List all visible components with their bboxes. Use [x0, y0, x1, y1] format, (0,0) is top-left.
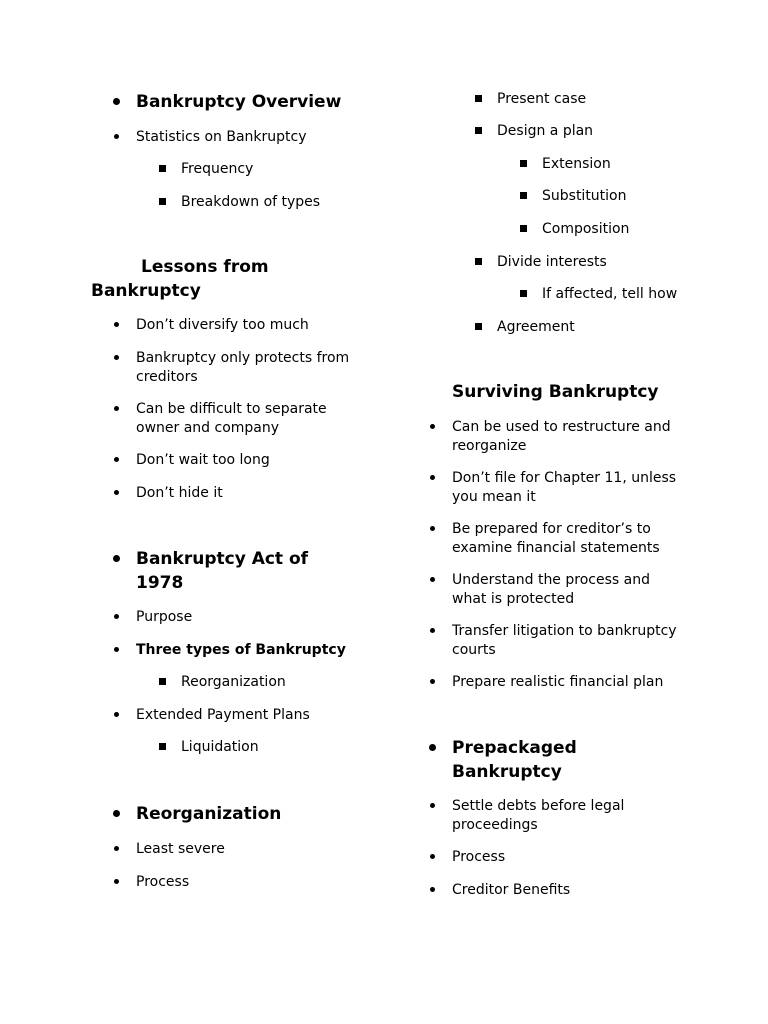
- bullet: [430, 679, 435, 684]
- list-item: Divide interests: [497, 254, 607, 270]
- list-item: Least severe: [136, 841, 225, 857]
- bullet: [114, 879, 119, 884]
- bullet: [430, 854, 435, 859]
- list-item: Can be difficult to separate owner and company: [136, 401, 327, 436]
- bullet: [430, 887, 435, 892]
- square-bullet: [520, 192, 527, 199]
- list-item: Settle debts before legal proceedings: [452, 798, 625, 833]
- list-item: Transfer litigation to bankruptcy courts: [452, 623, 677, 658]
- list-item: Purpose: [136, 609, 193, 625]
- list-item: Composition: [542, 221, 630, 237]
- list-item: Process: [452, 849, 506, 865]
- bullet: [114, 490, 119, 495]
- bullet: [114, 846, 119, 851]
- list-item: Design a plan: [497, 123, 594, 139]
- square-bullet: [475, 323, 482, 330]
- list-item: Substitution: [542, 188, 627, 204]
- list-item: Agreement: [497, 319, 575, 335]
- list-item: Reorganization: [181, 674, 286, 690]
- heading-reorganization: Reorganization: [136, 804, 282, 824]
- bullet: [114, 355, 119, 360]
- list-item: Don’t hide it: [136, 485, 223, 501]
- list-item: Be prepared for creditor’s to examine financial statements: [452, 521, 660, 556]
- heading-bullet: [113, 98, 120, 105]
- square-bullet: [159, 198, 166, 205]
- bullet: [430, 475, 435, 480]
- bullet: [114, 457, 119, 462]
- list-item: Don’t wait too long: [136, 452, 270, 468]
- square-bullet: [475, 95, 482, 102]
- bullet: [114, 322, 119, 327]
- list-item: Liquidation: [181, 739, 259, 755]
- bullet: [430, 803, 435, 808]
- square-bullet: [159, 678, 166, 685]
- bullet: [430, 577, 435, 582]
- heading-lessons-line1: Lessons from: [141, 257, 269, 277]
- heading-surviving-bankruptcy: Surviving Bankruptcy: [452, 382, 659, 402]
- bullet: [114, 406, 119, 411]
- square-bullet: [475, 127, 482, 134]
- list-item: Present case: [497, 91, 587, 107]
- bullet: [430, 526, 435, 531]
- square-bullet: [159, 743, 166, 750]
- list-item: Process: [136, 874, 190, 890]
- heading-act-line1: Bankruptcy Act of: [136, 549, 309, 569]
- square-bullet: [475, 258, 482, 265]
- list-item: Understand the process and what is protected: [452, 572, 650, 607]
- square-bullet: [520, 225, 527, 232]
- bullet: [430, 628, 435, 633]
- heading-bankruptcy-overview: Bankruptcy Overview: [136, 92, 342, 112]
- list-item: If affected, tell how: [542, 286, 678, 302]
- bullet: [430, 424, 435, 429]
- list-item: Don’t diversify too much: [136, 317, 309, 333]
- list-item: Breakdown of types: [181, 194, 321, 210]
- heading-lessons-line2: Bankruptcy: [91, 281, 201, 301]
- list-item: Prepare realistic financial plan: [452, 674, 664, 690]
- list-item: Don’t file for Chapter 11, unless you mean it: [452, 470, 677, 505]
- list-item: Statistics on Bankruptcy: [136, 129, 307, 145]
- bullet: [114, 647, 119, 652]
- list-item: Three types of Bankruptcy: [136, 642, 346, 658]
- list-item: Extended Payment Plans: [136, 707, 310, 723]
- heading-bullet: [113, 555, 120, 562]
- heading-prepackaged-line2: Bankruptcy: [452, 762, 562, 782]
- list-item: Can be used to restructure and reorganize: [452, 419, 671, 454]
- list-item: Creditor Benefits: [452, 882, 571, 898]
- list-item: Bankruptcy only protects from creditors: [136, 350, 350, 385]
- square-bullet: [159, 165, 166, 172]
- heading-bullet: [429, 744, 436, 751]
- bullet: [114, 712, 119, 717]
- heading-act-line2: 1978: [136, 573, 184, 593]
- heading-prepackaged-line1: Prepackaged: [452, 738, 577, 758]
- list-item: Extension: [542, 156, 611, 172]
- bullet: [114, 134, 119, 139]
- square-bullet: [520, 160, 527, 167]
- list-item: Frequency: [181, 161, 254, 177]
- bullet: [114, 614, 119, 619]
- square-bullet: [520, 290, 527, 297]
- heading-bullet: [113, 810, 120, 817]
